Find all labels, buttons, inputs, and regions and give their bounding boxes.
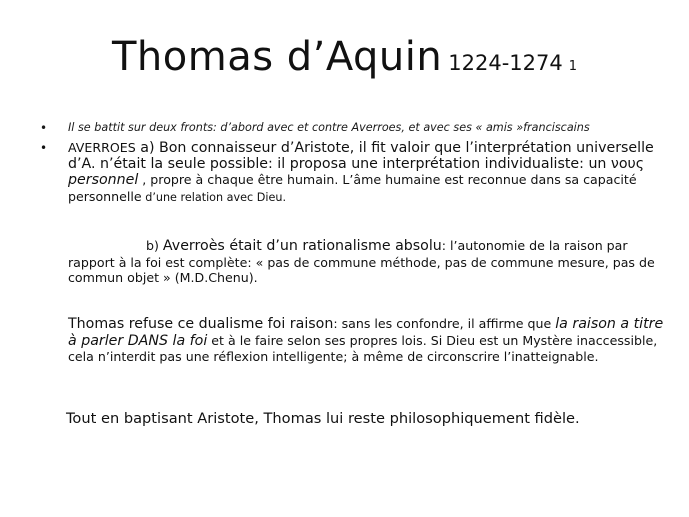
dualism-text-1: : sans les confondre, il affirme que <box>333 316 556 331</box>
bullet-item-averroes <box>40 140 660 205</box>
averroes-lead: AVERROES <box>68 140 136 155</box>
slide-number: 1 <box>568 59 577 74</box>
paragraph-conclusion <box>66 410 666 428</box>
paragraph-dualism <box>68 316 674 365</box>
averroes-text-2: , propre à chaque être humain. L’âme humaine est reconnue dans sa capacité personnelle <box>68 172 637 204</box>
bullet-list <box>40 121 660 205</box>
label-a: a) <box>135 140 159 156</box>
slide-title <box>0 34 689 80</box>
averroes-text-3: d’une relation avec Dieu. <box>141 190 286 204</box>
conclusion-text: Tout en baptisant Aristote, Thomas lui reste philosophiquement fidèle. <box>66 410 580 427</box>
bullet-marker: • <box>40 141 48 155</box>
title-main: Thomas d’Aquin <box>111 34 443 80</box>
dualism-emphasis: Thomas refuse ce dualisme foi raison <box>68 316 334 332</box>
paragraph-rationalism <box>68 238 674 286</box>
nous-phrase: un νους <box>588 156 645 173</box>
dualism-text-2: et à le faire selon ses propres lois. Si Dieu est un Mystère inaccessible, cela n’interdit pas une réflexion intelligente; à même de circonscrire l’inatteignable. <box>68 332 658 365</box>
personnel-italic: personnel <box>68 172 139 189</box>
title-years: 1224-1274 <box>448 51 563 75</box>
averroes-text-1: Bon connaisseur d’Aristote, il fit valoir que l’interprétation universelle d’A. n’était la seule possible: il proposa une interprétation individualiste: <box>68 140 654 173</box>
bullet-item-fronts <box>40 121 660 134</box>
label-b: b) <box>146 238 163 253</box>
rationalism-text: : l’autonomie de la raison par rapport à la foi est complète: « pas de commune méthode, pas de commune mesure, pas de commun objet » (M.D.Chenu). <box>68 238 655 286</box>
rationalism-emphasis: Averroès était d’un rationalisme absolu <box>162 238 442 254</box>
dualism-italic: la raison a titre à parler DANS la foi <box>68 316 664 349</box>
bullet-marker: • <box>40 121 48 135</box>
bullet-text: Il se battit sur deux fronts: d’abord avec et contre Averroes, et avec ses « amis »franciscains <box>68 121 590 134</box>
